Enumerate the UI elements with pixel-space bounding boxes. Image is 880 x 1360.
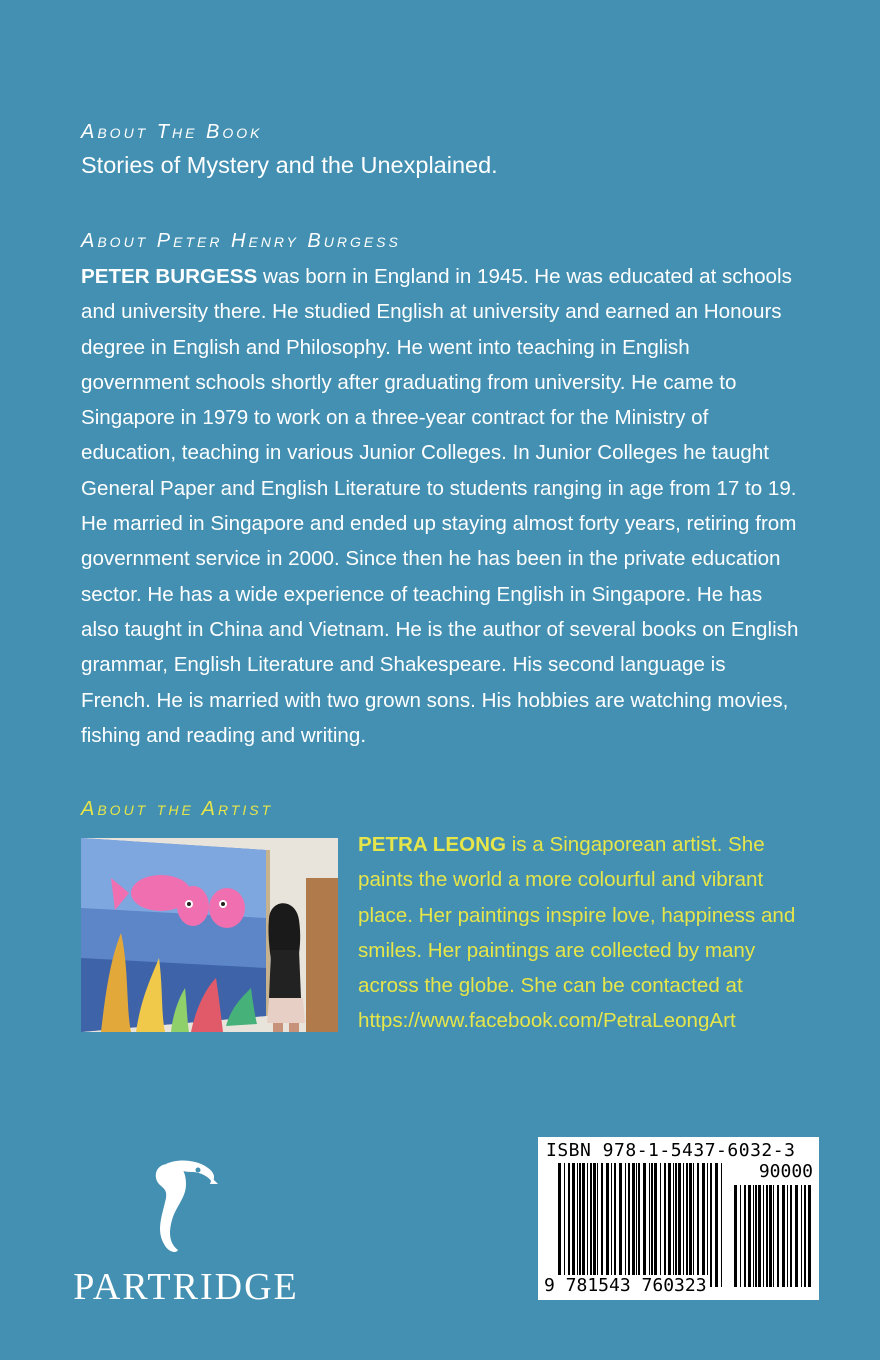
author-name: PETER BURGESS [81, 265, 258, 288]
about-book-heading: About The Book [81, 121, 263, 143]
barcode-bar [587, 1163, 588, 1287]
barcode-bar [689, 1163, 692, 1287]
artist-bio [358, 827, 808, 1039]
barcode-bar [710, 1163, 712, 1287]
barcode-bar [564, 1163, 565, 1287]
barcode-bar [643, 1163, 646, 1287]
barcode-bar [582, 1163, 585, 1287]
barcode-bar [614, 1163, 616, 1287]
barcode-bar [597, 1163, 598, 1287]
author-bio-text: was born in England in 1945. He was educated at schools and university there. He studied English at university and earned an Honours degree in English and Philosophy. He went into teaching in English government schools shortly after graduating from university. He came to Singapore in 1979 to work on a three-year contract for the Ministry of education, teaching in various Junior Colleges. In Junior Colleges he taught General Paper and English Literature to students ranging in age from 17 to 19. He married in Singapore and ended up staying almost forty years, retiring from government service in 2000. Since then he has been in the private education sector. He has a wide experience of teaching English in Singapore. He has also taught in China and Vietnam. He is the author of several books on English grammar, English Literature and Shakespeare. His second language is French. He is married with two grown sons. His hobbies are watching movies, fishing and reading and writing. [81, 265, 799, 747]
barcode-bar [773, 1185, 774, 1287]
barcode-bar [777, 1185, 779, 1287]
barcode-bar [664, 1163, 666, 1287]
barcode-bar [660, 1163, 661, 1287]
barcode-bar [568, 1163, 570, 1287]
barcode-bar [673, 1163, 674, 1287]
barcode-bar [748, 1185, 751, 1287]
barcode-bar [579, 1163, 581, 1287]
barcode-bar [577, 1163, 578, 1287]
barcode-bar [606, 1163, 609, 1287]
barcode-bar [601, 1163, 603, 1287]
barcode-bar [787, 1185, 788, 1287]
author-bio [81, 259, 801, 753]
publisher-name: PARTRIDGE [73, 1266, 299, 1308]
barcode-bar [801, 1185, 802, 1287]
barcode-bar [790, 1185, 792, 1287]
barcode-bar [769, 1185, 772, 1287]
barcode-bar [693, 1163, 694, 1287]
barcode-bar [804, 1185, 806, 1287]
barcode-bar [697, 1163, 699, 1287]
artist-name: PETRA LEONG [358, 833, 506, 856]
barcode-bar [744, 1185, 746, 1287]
barcode-bar [763, 1185, 764, 1287]
barcode-bar [678, 1163, 681, 1287]
artist-photo-illustration [81, 838, 338, 1032]
barcode-bar [636, 1163, 637, 1287]
barcode-bar [628, 1163, 630, 1287]
barcode-bar [740, 1185, 741, 1287]
barcode-bar [702, 1163, 705, 1287]
barcode-bar [675, 1163, 677, 1287]
price-code: 90000 [758, 1161, 813, 1182]
barcode-bar [721, 1163, 722, 1287]
barcode-bar [715, 1163, 718, 1287]
artist-bio-text: is a Singaporean artist. She paints the world a more colourful and vibrant place. Her paintings inspire love, happiness and smiles. Her paintings are collected by many across the globe. She can be contacted at https://www.facebook.com/PetraLeongArt [358, 833, 796, 1033]
barcode-bar [734, 1185, 737, 1287]
barcode-bar [651, 1163, 653, 1287]
isbn-barcode [538, 1137, 819, 1300]
barcode-bar [654, 1163, 657, 1287]
barcode-bar [683, 1163, 684, 1287]
barcode-bar [755, 1185, 757, 1287]
barcode-bar [558, 1163, 561, 1287]
barcode-bar [632, 1163, 635, 1287]
barcode-bar [766, 1185, 768, 1287]
barcode-bar [611, 1163, 612, 1287]
barcode-bar [593, 1163, 596, 1287]
partridge-logo-mark [58, 1158, 314, 1268]
barcode-bar [808, 1185, 811, 1287]
barcode-bar [758, 1185, 761, 1287]
barcode-bar [649, 1163, 650, 1287]
ean-digits: 9 781543 760323 [544, 1275, 707, 1296]
book-tagline: Stories of Mystery and the Unexplained. [81, 152, 498, 178]
barcode-bar [590, 1163, 592, 1287]
barcode-bar [686, 1163, 688, 1287]
isbn-number: ISBN 978-1-5437-6032-3 [546, 1140, 796, 1161]
barcode-bar [795, 1185, 798, 1287]
barcode-bar [625, 1163, 626, 1287]
barcode-bar [753, 1185, 754, 1287]
about-artist-heading: About the Artist [81, 798, 274, 820]
barcode-bar [638, 1163, 640, 1287]
barcode-bar [707, 1163, 708, 1287]
barcode-bar [619, 1163, 622, 1287]
about-author-heading: About Peter Henry Burgess [81, 230, 401, 252]
barcode-bar [782, 1185, 785, 1287]
artist-photo [81, 838, 338, 1032]
barcode-bar [668, 1163, 671, 1287]
barcode-bar [572, 1163, 575, 1287]
